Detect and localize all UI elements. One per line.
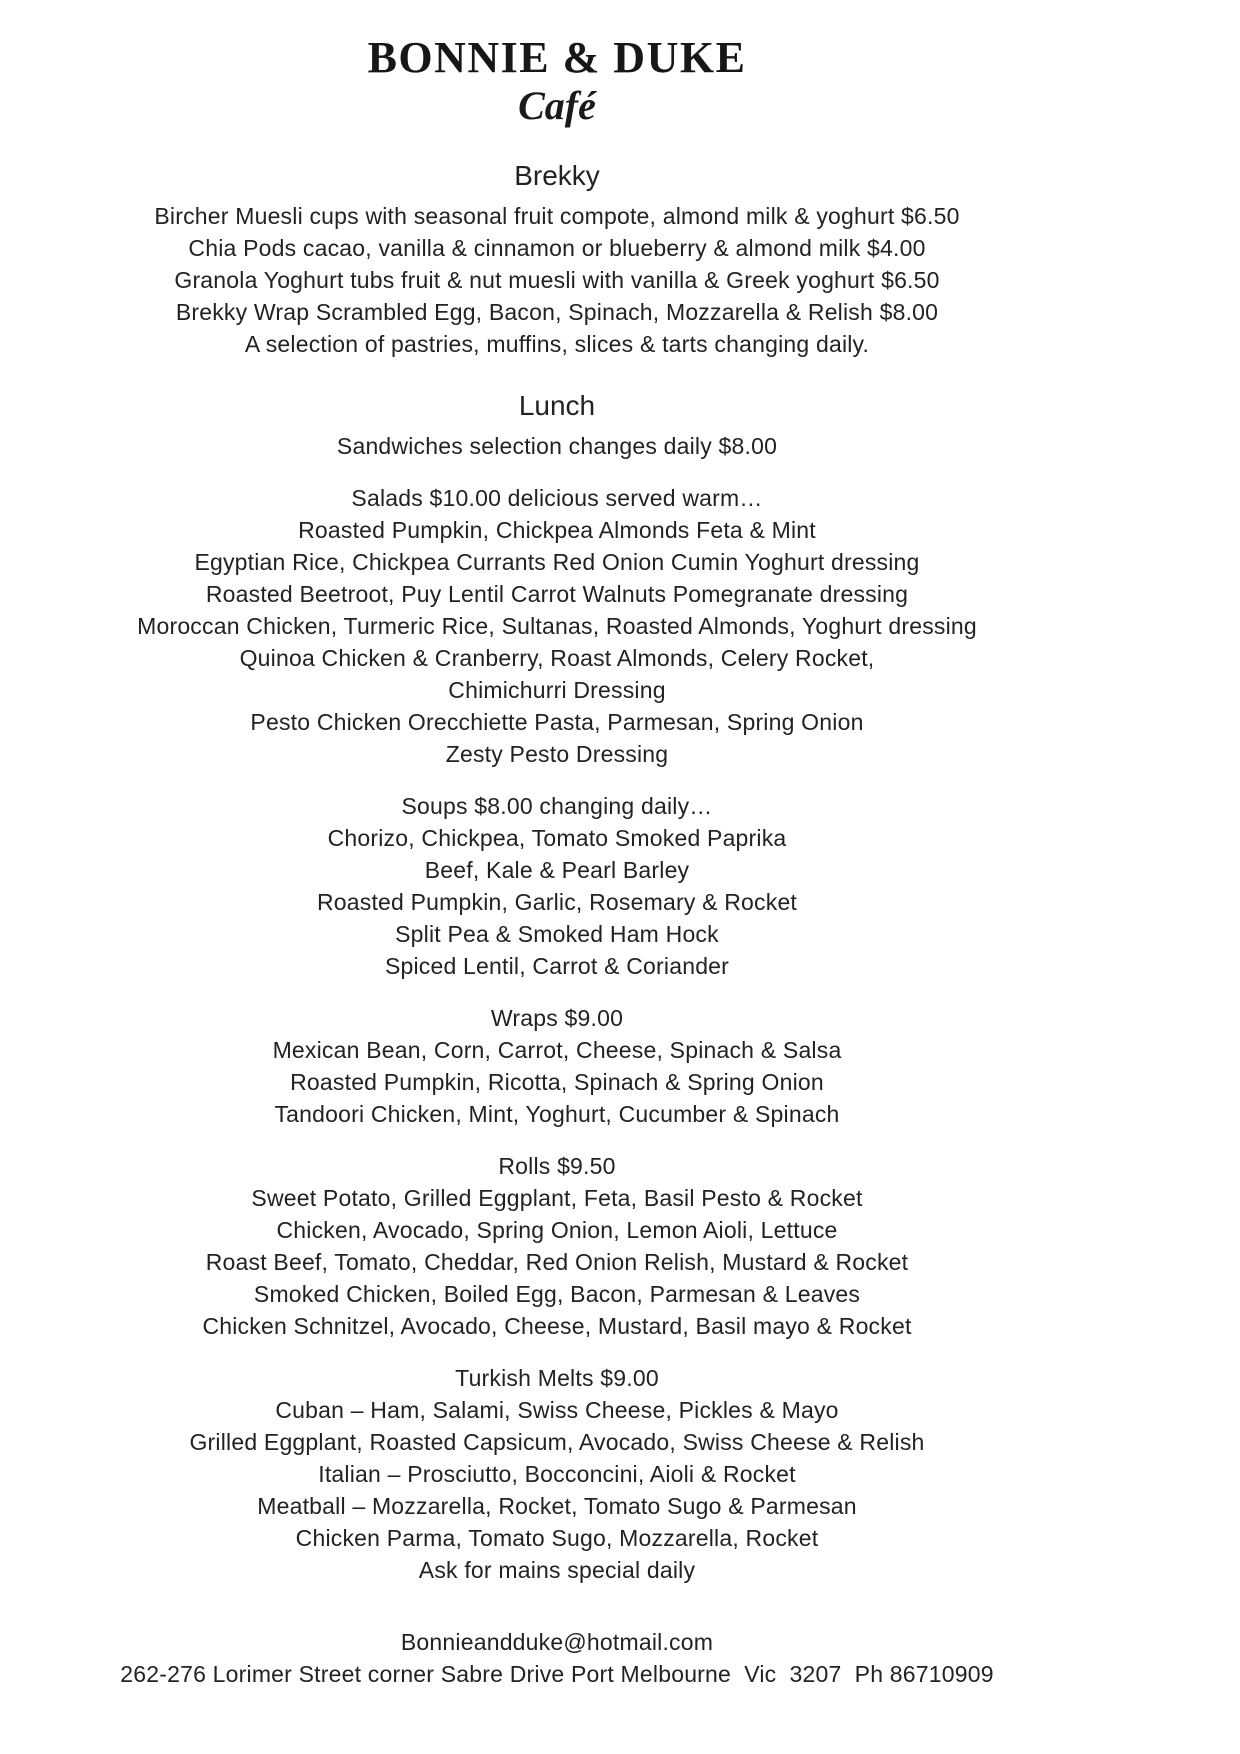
menu-group xyxy=(0,430,1114,462)
menu-footer xyxy=(0,1626,1114,1690)
menu-line: Grilled Eggplant, Roasted Capsicum, Avocado, Swiss Cheese & Relish xyxy=(189,1429,925,1455)
menu-line: Bircher Muesli cups with seasonal fruit compote, almond milk & yoghurt $6.50 xyxy=(154,203,960,229)
contact-address: 262-276 Lorimer Street corner Sabre Drive Port Melbourne Vic 3207 Ph 86710909 xyxy=(120,1661,994,1687)
menu-line: Mexican Bean, Corn, Carrot, Cheese, Spinach & Salsa xyxy=(272,1037,842,1063)
menu-line: Chimichurri Dressing xyxy=(448,677,666,703)
menu-line: Turkish Melts $9.00 xyxy=(455,1365,659,1391)
menu-line: Spiced Lentil, Carrot & Coriander xyxy=(384,953,730,979)
menu-line: Roasted Pumpkin, Chickpea Almonds Feta & Mint xyxy=(298,517,816,543)
cafe-subtitle: Café xyxy=(518,83,596,128)
menu-line: Ask for mains special daily xyxy=(418,1557,696,1583)
menu-group xyxy=(0,200,1114,360)
menu-line: Chicken Schnitzel, Avocado, Cheese, Mustard, Basil mayo & Rocket xyxy=(202,1313,912,1339)
menu-line: Chicken Parma, Tomato Sugo, Mozzarella, Rocket xyxy=(295,1525,819,1551)
menu-line: Meatball – Mozzarella, Rocket, Tomato Sugo & Parmesan xyxy=(257,1493,857,1519)
menu-line: Cuban – Ham, Salami, Swiss Cheese, Pickles & Mayo xyxy=(275,1397,839,1423)
menu-group xyxy=(0,790,1114,982)
menu-line: Italian – Prosciutto, Bocconcini, Aioli & Rocket xyxy=(318,1461,796,1487)
menu-line: Chia Pods cacao, vanilla & cinnamon or blueberry & almond milk $4.00 xyxy=(188,235,926,261)
menu-sections xyxy=(0,156,1114,1586)
cafe-name: BONNIE & DUKE xyxy=(367,33,747,82)
menu-line: Wraps $9.00 xyxy=(490,1005,624,1031)
menu-line: Beef, Kale & Pearl Barley xyxy=(424,857,690,883)
menu-section-brekky xyxy=(0,156,1114,360)
menu-line: Moroccan Chicken, Turmeric Rice, Sultanas, Roasted Almonds, Yoghurt dressing xyxy=(137,613,977,639)
menu-line: Roasted Beetroot, Puy Lentil Carrot Walnuts Pomegranate dressing xyxy=(205,581,909,607)
menu-line: Pesto Chicken Orecchiette Pasta, Parmesan, Spring Onion xyxy=(250,709,864,735)
menu-header xyxy=(0,34,1114,130)
menu-line: Chicken, Avocado, Spring Onion, Lemon Aioli, Lettuce xyxy=(276,1217,838,1243)
menu-line: Roasted Pumpkin, Ricotta, Spinach & Spring Onion xyxy=(290,1069,824,1095)
menu-line: Tandoori Chicken, Mint, Yoghurt, Cucumber & Spinach xyxy=(274,1101,840,1127)
menu-group xyxy=(0,1002,1114,1130)
menu-line: Roasted Pumpkin, Garlic, Rosemary & Rocket xyxy=(316,889,798,915)
menu-group xyxy=(0,1362,1114,1586)
menu-line: Sandwiches selection changes daily $8.00 xyxy=(336,433,778,459)
menu-line: Soups $8.00 changing daily… xyxy=(401,793,713,819)
menu-line: Salads $10.00 delicious served warm… xyxy=(351,485,763,511)
menu-line: Split Pea & Smoked Ham Hock xyxy=(395,921,719,947)
menu-line: Chorizo, Chickpea, Tomato Smoked Paprika xyxy=(327,825,787,851)
menu-line: Sweet Potato, Grilled Eggplant, Feta, Basil Pesto & Rocket xyxy=(251,1185,863,1211)
section-heading-brekky: Brekky xyxy=(514,160,600,191)
menu-line: Roast Beef, Tomato, Cheddar, Red Onion Relish, Mustard & Rocket xyxy=(205,1249,909,1275)
menu-line: A selection of pastries, muffins, slices & tarts changing daily. xyxy=(244,331,870,357)
menu-line: Rolls $9.50 xyxy=(498,1153,616,1179)
menu-line: Zesty Pesto Dressing xyxy=(445,741,669,767)
menu-group xyxy=(0,1150,1114,1342)
menu-line: Granola Yoghurt tubs fruit & nut muesli with vanilla & Greek yoghurt $6.50 xyxy=(174,267,940,293)
menu-group xyxy=(0,482,1114,770)
menu-line: Egyptian Rice, Chickpea Currants Red Onion Cumin Yoghurt dressing xyxy=(194,549,920,575)
menu-line: Smoked Chicken, Boiled Egg, Bacon, Parmesan & Leaves xyxy=(253,1281,861,1307)
section-heading-lunch: Lunch xyxy=(518,390,596,421)
menu-line: Quinoa Chicken & Cranberry, Roast Almonds, Celery Rocket, xyxy=(239,645,875,671)
menu-section-lunch xyxy=(0,386,1114,1586)
contact-email: Bonnieandduke@hotmail.com xyxy=(400,1629,714,1655)
menu-line: Brekky Wrap Scrambled Egg, Bacon, Spinach, Mozzarella & Relish $8.00 xyxy=(175,299,939,325)
